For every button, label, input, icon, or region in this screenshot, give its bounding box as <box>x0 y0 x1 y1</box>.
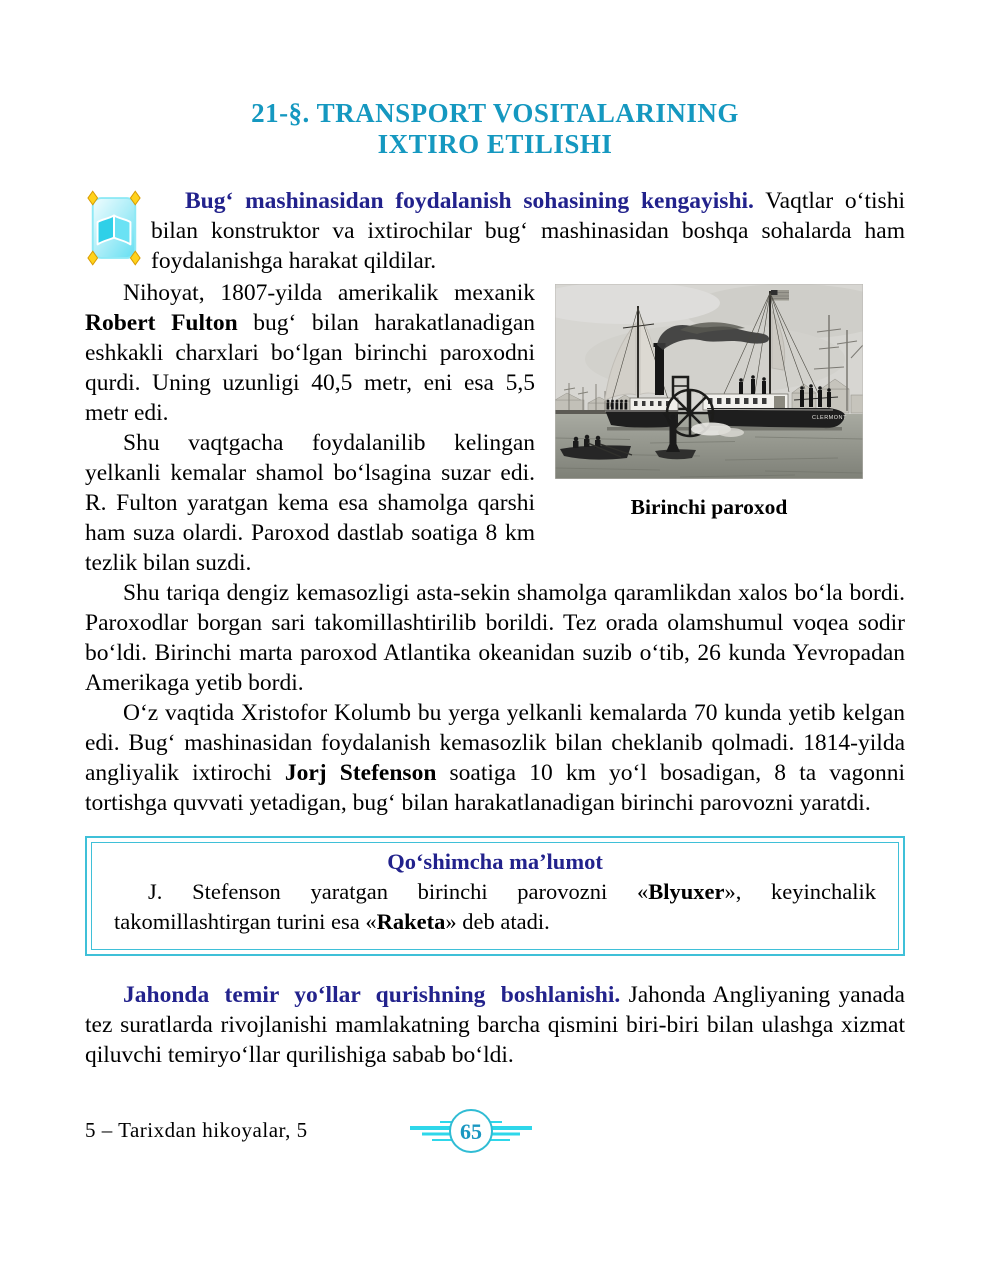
infobox-post: » deb atadi. <box>445 909 550 934</box>
stephenson-name: Jorj Stefenson <box>284 760 437 786</box>
extra-info-box-inner <box>91 842 899 950</box>
paragraph-stephenson <box>85 698 905 818</box>
intro-paragraph <box>85 186 905 276</box>
steamboat-figure <box>555 284 863 520</box>
extra-info-box <box>85 836 905 956</box>
two-column-section <box>85 278 905 578</box>
railways-rest: Jahonda Angliyaning yanada tez suratlarda rivojlanishi mamlakatning barcha qismini biri-biri bilan ulashga xizmat qiluvchi temiryo‘llar qurilishiga sabab bo‘ldi. <box>85 982 905 1068</box>
left-text-column <box>85 278 535 578</box>
fulton-pre: Nihoyat, 1807-yilda amerikalik mexanik <box>123 280 535 306</box>
page-footer <box>85 1104 905 1160</box>
infobox-locomotive-1: Blyuxer <box>648 879 725 904</box>
paragraph-railways <box>85 980 905 1070</box>
info-box-title: Qo‘shimcha ma’lumot <box>387 849 603 874</box>
railways-lead: Jahonda temir yo‘llar qurishning boshlanishi. <box>123 982 621 1008</box>
stephenson-post: soatiga 10 km yo‘l bosadigan, 8 ta vagonni tortishga quvvati yetadigan, bug‘ bilan harakatlanadigan birinchi parovozni yaratdi. <box>85 760 905 816</box>
infobox-mid: », keyinchalik takomillashtirgan turini esa « <box>114 879 876 934</box>
infobox-pre: J. Stefenson yaratgan birinchi parovozni « <box>148 879 649 904</box>
intro-lead-text: Bug‘ mashinasidan foydalanish sohasining kengayishi. <box>185 188 754 214</box>
first-steamboat-illustration <box>555 284 863 479</box>
paragraph-fulton <box>85 278 535 428</box>
section-title-line2: IXTIRO ETILISHI <box>377 129 613 159</box>
paragraph-sailships: Shu vaqtgacha foydalanilib kelingan yelkanli kemalar shamol bo‘lsagina suzar edi. R. Fulton yaratgan kema esa shamolga qarshi ham suza olardi. Paroxod dastlab soatiga 8 km tezlik bilan suzdi. <box>85 430 535 576</box>
section-title <box>85 98 905 160</box>
info-box-text <box>114 877 876 937</box>
open-book-icon <box>85 188 143 268</box>
page-number-emblem <box>396 1104 546 1158</box>
paragraph-atlantic: Shu tariqa dengiz kemasozligi asta-sekin shamolga qaramlikdan xalos bo‘la bordi. Paroxodlar borgan sari takomillashtirilib borildi. Tez orada olamshumul voqea sodir bo‘ldi. Birinchi marta paroxod Atlantika okeanidan suzib o‘tib, 26 kunda Yevropadan Amerikaga yetib bordi. <box>85 580 905 696</box>
print-signature: 5 – Tarixdan hikoyalar, 5 <box>85 1118 308 1142</box>
figure-caption: Birinchi paroxod <box>630 495 788 519</box>
section-title-line1: 21-§. TRANSPORT VOSITALARINING <box>251 98 739 128</box>
page-number: 65 <box>460 1119 482 1144</box>
infobox-locomotive-2: Raketa <box>376 909 446 934</box>
stephenson-pre: O‘z vaqtida Xristofor Kolumb bu yerga yelkanli kemalarda 70 kunda yetib kelgan edi. Bug‘ mashinasidan foydalanish kemasozlik bilan cheklanib qolmadi. 1814-yilda angliyalik ixtirochi <box>85 700 905 786</box>
fulton-name: Robert Fulton <box>85 310 238 336</box>
intro-rest-text: Vaqtlar o‘tishi bilan konstruktor va ixtirochilar bug‘ mashinasidan boshqa sohalarda ham foydalanishga harakat qildilar. <box>151 188 905 274</box>
ship-hull-name: CLERMONT <box>812 415 847 421</box>
fulton-post: bug‘ bilan harakatlanadigan eshkakli charxlari bo‘lgan birinchi paroxodni qurdi. Uning uzunligi 40,5 metr, eni esa 5,5 metr edi. <box>85 310 536 426</box>
